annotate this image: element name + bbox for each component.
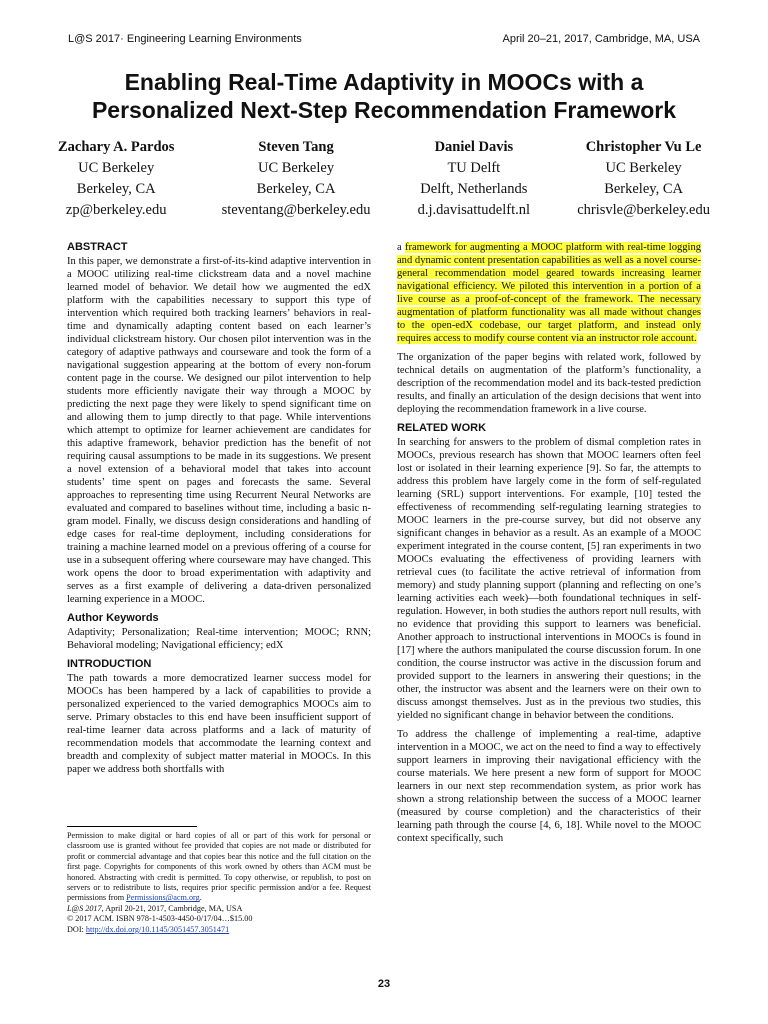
- author-email: chrisvle@berkeley.edu: [577, 202, 710, 218]
- keywords-heading: Author Keywords: [67, 612, 159, 624]
- abstract-text: In this paper, we demonstrate a first-of-its-kind adaptive intervention in a MOOC utilizing real-time clickstream data and a novel machine learned model of behavior. We detail how we augmented the edX platform with the capabilities necessary to support this type of intervention which required both tracking learners’ behaviors in real-time and dynamically adapting content based on each learner’s individual clickstream history. Our chosen pilot intervention was in the category of adaptive pathways and courseware and took the form of a navigational suggestion appearing at the bottom of every non-forum content page in the course. We designed our pilot intervention to help students more efficiently navigate their way through a MOOC by predicting the next page they were likely to spend significant time on and allowing them to jump directly to that page. While interventions which attempt to optimize for learner achievement are candidates for this adaptive framework, behavior prediction has the benefit of not requiring causal assumptions to be made in its suggestions. We present a novel extension of a behavioral model that takes into account students’ time spent on pages and forecasts the same. Several approaches to representing time using Recurrent Neural Networks are evaluated and compared to baselines without time, including a basic n-gram model. Finally, we discuss design considerations and handling of edge cases for real-time deployment, including considerations for training a machine learned model on a previous offering of a course for use in a subsequent offering where courseware may have changed. This work opens the door to broad experimentation with adaptivity and serves as a first example of delivering a data-driven personalized learning experience in a MOOC.: [67, 256, 371, 605]
- right-column: [397, 241, 701, 851]
- related-work-heading: RELATED WORK: [397, 422, 487, 434]
- page-number: 23: [377, 978, 391, 990]
- running-header-left: L@S 2017· Engineering Learning Environments: [68, 33, 302, 45]
- author-location: Berkeley, CA: [256, 181, 336, 197]
- footnote-permission-text: Permission to make digital or hard copies of all or part of this work for personal or classroom use is granted without fee provided that copies are not made or distributed for profit or commercial advantage and that copies bear this notice and the full citation on the first page. Copyrights for components of this work owned by others than ACM must be honored. Abstracting with credit is permitted. To copy otherwise, or republish, to post on servers or to redistribute to lists, requires prior specific permission and/or a fee. Request permissions from: [67, 831, 371, 903]
- author-1: [58, 137, 174, 221]
- permissions-email-link[interactable]: Permissions@acm.org: [126, 893, 200, 903]
- footnote-doi-label: DOI:: [67, 924, 86, 934]
- doi-link[interactable]: http://dx.doi.org/10.1145/3051457.3051471: [85, 924, 230, 934]
- intro-continued-prefix: a: [397, 242, 405, 253]
- highlighted-text: framework for augmenting a MOOC platform with real-time logging and dynamic content presentation capabilities as well as a novel course-general recommendation model geared towards increasing learner navigational efficiency. We piloted this intervention in a portion of a live course as a proof-of-concept of the framework. The necessary augmentation of platform functionality was all made without changes to the open-edX codebase, our target platform, and instead only requires access to modify course content via an instructor role account.: [397, 242, 701, 344]
- author-email: zp@berkeley.edu: [65, 202, 167, 218]
- author-3: [418, 137, 530, 221]
- footnote-conference: [67, 904, 371, 914]
- running-header-right: April 20–21, 2017, Cambridge, MA, USA: [502, 33, 700, 45]
- abstract-heading: ABSTRACT: [67, 241, 128, 253]
- footnote-rule: [67, 826, 197, 827]
- footnote-copyright: © 2017 ACM. ISBN 978-1-4503-4450-0/17/04…$15.00: [67, 914, 253, 924]
- organization-paragraph: The organization of the paper begins with related work, followed by technical details on augmentation of the platform’s functionality, a description of the recommendation model and its back-tested prediction results, and finally an articulation of the design decisions that went into deploying the recommendation framework in a live course.: [397, 352, 701, 415]
- author-location: Delft, Netherlands: [420, 181, 528, 197]
- author-affiliation: UC Berkeley: [605, 160, 682, 176]
- author-block: [58, 137, 710, 221]
- paper-title-line-1: Enabling Real-Time Adaptivity in MOOCs with a: [124, 69, 644, 95]
- author-name: Steven Tang: [258, 139, 334, 155]
- author-4: [577, 137, 710, 221]
- footnote-conf-name: L@S 2017: [67, 903, 102, 913]
- author-email: d.j.davisattudelft.nl: [417, 202, 531, 218]
- paper-title: [40, 68, 728, 124]
- author-affiliation: UC Berkeley: [78, 160, 155, 176]
- author-affiliation: TU Delft: [447, 160, 501, 176]
- keywords-text: Adaptivity; Personalization; Real-time intervention; MOOC; RNN; Behavioral modeling; Navigational efficiency; edX: [67, 627, 371, 651]
- author-location: Berkeley, CA: [76, 181, 156, 197]
- footnote-end: .: [199, 893, 202, 903]
- author-2: [222, 137, 371, 221]
- author-location: Berkeley, CA: [604, 181, 683, 197]
- copyright-footnote: [67, 831, 371, 935]
- author-name: Zachary A. Pardos: [58, 139, 175, 155]
- footnote-conf-details: , April 20-21, 2017, Cambridge, MA, USA: [101, 903, 243, 913]
- challenge-paragraph: To address the challenge of implementing a real-time, adaptive intervention in a MOOC, we act on the need to find a way to effectively support learners in improving their navigational efficiency with the course materials. We here present a new form of support for MOOC learners in our next step recommendation system, as prior work has shown a strong relationship between the success of a MOOC learner (measured by course completion) and the characteristics of their learning path through the course [4, 6, 18]. While novel to the MOOC context specifically, such: [397, 729, 701, 844]
- author-email: steventang@berkeley.edu: [221, 202, 371, 218]
- related-work-paragraph: In searching for answers to the problem of dismal completion rates in MOOCs, previous research has shown that MOOC learners often feel lost or isolated in their learning experience [9]. So far, the attempts to address this problem have largely come in the form of self-regulated learning (SRL) support interventions. For example, [10] tested the effectiveness of recommending self-regulating learning strategies to MOOC learners in the pre-course survey, but did not observe any significant changes in behavior as a result. As an example of a MOOC experiment integrated in the course content, [5] ran experiments in two MOOCs evaluating the effectiveness of providing learners with retrieval cues (to facilitate the active retrieval of information from memory) and study planning support (planning and reflecting on one’s learning activities each week)—both foundational techniques in self-regulation. However, in both studies the authors report null results, with no evidence that providing this support to learners was beneficial. Another approach to instructional interventions in MOOCs is found in [17] where the authors manipulated the course discussion forum. In one condition, the course instructor was active in the discussion forum and provided support to the learners in answering their questions; in the other, the instructor was absent and the learners were on their own to discuss amongst themselves. Just as in the previous two studies, this yielded no significant change in behavior between the conditions.: [397, 437, 701, 721]
- author-name: Daniel Davis: [434, 139, 514, 155]
- left-column: [67, 241, 371, 782]
- author-name: Christopher Vu Le: [585, 139, 702, 155]
- footnote-doi: [67, 925, 371, 935]
- paper-title-line-2: Personalized Next-Step Recommendation Framework: [91, 97, 677, 123]
- intro-continued-paragraph: [397, 241, 701, 345]
- author-affiliation: UC Berkeley: [257, 160, 335, 176]
- introduction-text: The path towards a more democratized learner success model for MOOCs has been hampered by a lack of capabilities to provide a personalized experienced to the varied demographics MOOCs aim to serve. Primary obstacles to this end have been insufficient support of real-time learner data across platforms and a lack of maturity of recommendation models that accommodate the learning context and breadth and complexity of subject matter material in MOOCs. In this paper we address both shortfalls with: [67, 673, 371, 775]
- introduction-heading: INTRODUCTION: [67, 658, 152, 670]
